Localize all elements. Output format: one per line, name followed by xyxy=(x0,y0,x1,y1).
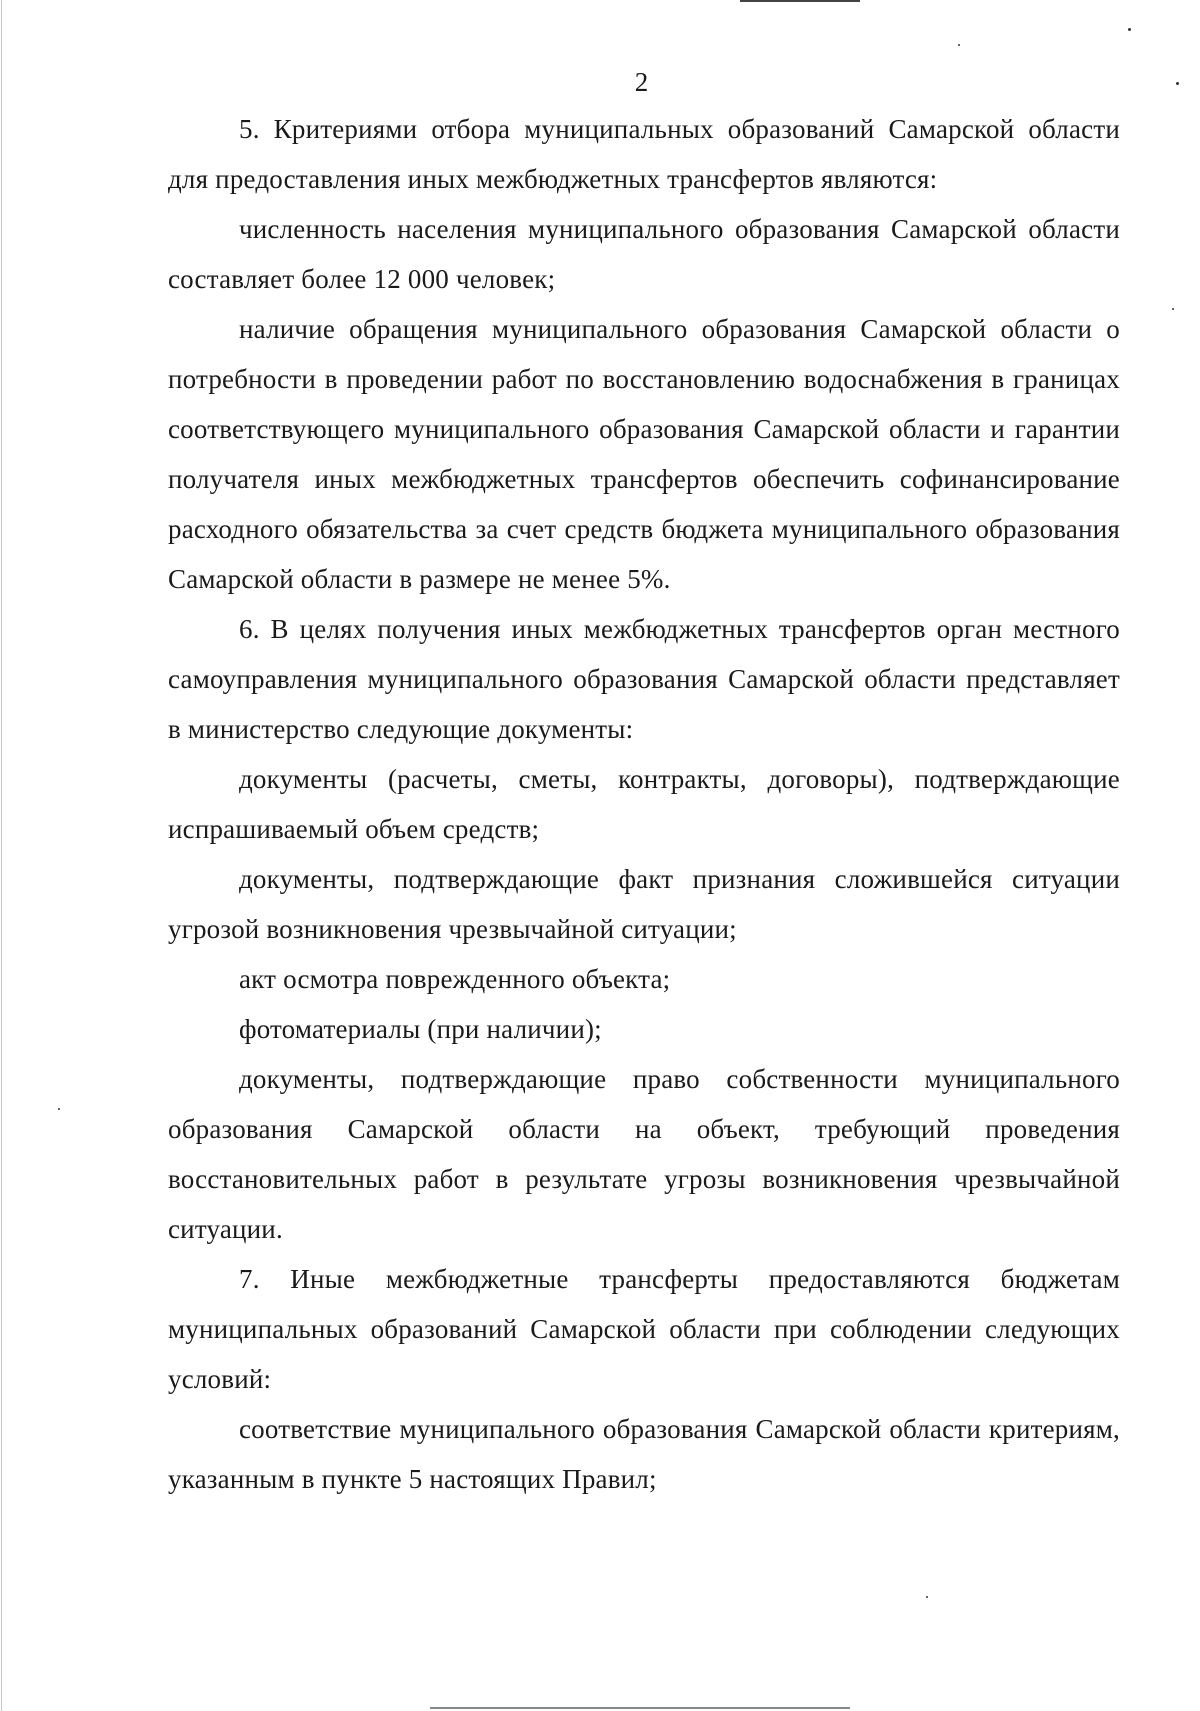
scan-edge-left xyxy=(1,0,2,1711)
paragraph-doc-photos: фотоматериалы (при наличии); xyxy=(239,1014,602,1044)
paragraph-doc-estimates: документы (расчеты, сметы, контракты, договоры), подтверждающие испрашиваемый объем средств; xyxy=(168,764,1120,844)
paragraph-doc-ownership: документы, подтверждающие право собственности муниципального образования Самарской области на объект, требующий проведения восстановительных работ в результате угрозы возникновения чрезвычайной ситуации. xyxy=(168,1064,1120,1244)
scan-speck xyxy=(58,1108,60,1110)
scan-speck xyxy=(958,44,960,46)
paragraph-doc-inspection-act: акт осмотра поврежденного объекта; xyxy=(239,964,671,994)
paragraph-population-criterion: численность населения муниципального образования Самарской области составляет более 12 000 человек; xyxy=(168,214,1120,294)
paragraph-conditions-intro: 7. Иные межбюджетные трансферты предоставляются бюджетам муниципальных образований Самарской области при соблюдении следующих условий: xyxy=(168,1264,1120,1394)
paragraph-doc-emergency-threat: документы, подтверждающие факт признания сложившейся ситуации угрозой возникновения чрезвычайной ситуации; xyxy=(168,864,1120,944)
scan-edge-top xyxy=(740,0,860,2)
document-body xyxy=(168,104,1120,1504)
scan-speck xyxy=(926,1596,928,1598)
scan-speck xyxy=(1172,308,1174,310)
scan-edge-bottom xyxy=(430,1707,850,1709)
paragraph-documents-intro: 6. В целях получения иных межбюджетных трансфертов орган местного самоуправления муниципального образования Самарской области представляет в министерство следующие документы: xyxy=(168,614,1120,744)
paragraph-condition-compliance: соответствие муниципального образования Самарской области критериям, указанным в пункте 5 настоящих Правил; xyxy=(168,1414,1120,1494)
page-number: 2 xyxy=(634,67,649,97)
paragraph-request-criterion: наличие обращения муниципального образования Самарской области о потребности в проведении работ по восстановлению водоснабжения в границах соответствующего муниципального образования Самарской области и гарантии получателя иных межбюджетных трансфертов обеспечить софинансирование расходного обязательства за счет средств бюджета муниципального образования Самарской области в размере не менее 5%. xyxy=(168,314,1120,594)
paragraph-criteria: 5. Критериями отбора муниципальных образований Самарской области для предоставления иных межбюджетных трансфертов являются: xyxy=(168,114,1120,194)
scan-speck xyxy=(1128,28,1131,31)
